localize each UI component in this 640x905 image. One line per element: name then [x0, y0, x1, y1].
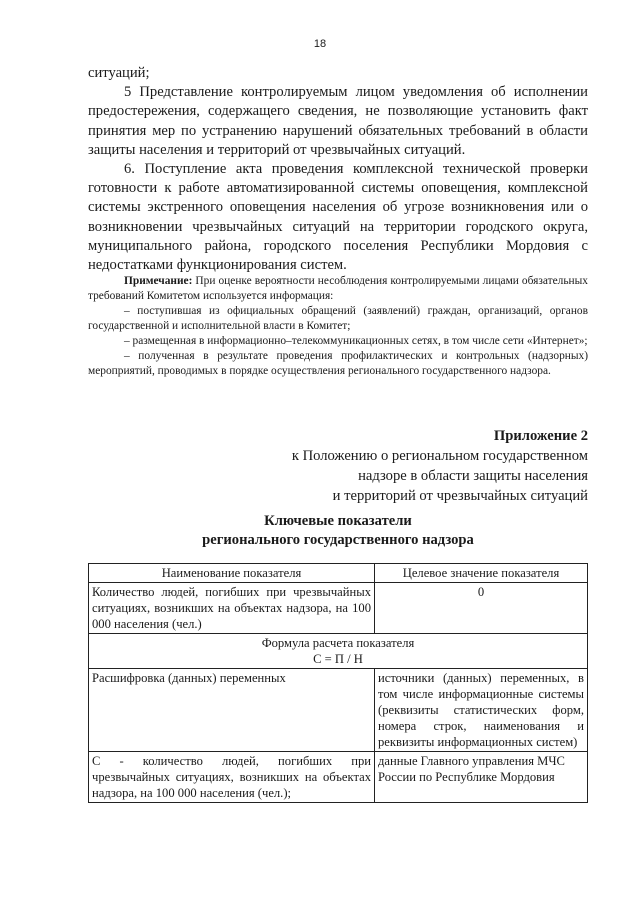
variable-source-cell: данные Главного управления МЧС России по Республике Мордовия: [375, 752, 588, 803]
table-row: [89, 752, 588, 803]
appendix-title: Приложение 2: [493, 428, 588, 444]
table-row: [89, 634, 588, 669]
paragraph-5: 5 Представление контролируемым лицом уведомления об исполнении предостережения, содержащего сведения, не позволяющие установить факт принятия мер по устранению нарушений обязательных требований в области защиты населения и территорий от чрезвычайных ситуаций.: [88, 84, 588, 158]
indicator-value-cell: 0: [375, 583, 588, 634]
appendix-line: надзоре в области защиты населения: [358, 468, 588, 484]
appendix-header: [258, 426, 588, 506]
note-item: – полученная в результате проведения профилактических и контрольных (надзорных) мероприятий, проводимых в порядке осуществления регионального государственного надзора.: [88, 350, 588, 377]
header-indicator-name: Наименование показателя: [89, 564, 375, 583]
table-title: [88, 512, 588, 550]
paragraph-continuation: ситуаций;: [88, 65, 150, 81]
paragraph-6: 6. Поступление акта проведения комплексной технической проверки готовности к работе автоматизированной системы оповещения, комплексной системы экстренного оповещения населения об угрозе возникновения или о возникновении чрезвычайных ситуаций на территории городского округа, муниципального района, городского поселения Республики Мордовия с недостатками функционирования систем.: [88, 161, 588, 274]
appendix-line: к Положению о региональном государственном: [291, 448, 588, 464]
appendix-line: и территорий от чрезвычайных ситуаций: [332, 488, 588, 504]
note-label: Примечание:: [124, 275, 193, 287]
table-title-line: регионального государственного надзора: [202, 532, 474, 548]
note-item: – размещенная в информационно–телекоммуникационных сетях, в том числе сети «Интернет»;: [124, 335, 588, 347]
note-intro: [88, 274, 588, 304]
note-item: – поступившая из официальных обращений (заявлений) граждан, организаций, органов государственной и исполнительной власти в Комитет;: [88, 305, 588, 332]
table-row: [89, 669, 588, 752]
formula-cell: [89, 634, 588, 669]
table-title-line: Ключевые показатели: [264, 513, 412, 529]
table-header-row: [89, 564, 588, 583]
formula: С = П / Н: [313, 652, 363, 666]
body-text: [88, 64, 588, 275]
note-block: [88, 274, 588, 379]
indicators-table: [88, 563, 588, 803]
note-intro-text: При оценке вероятности несоблюдения контролируемыми лицами обязательных требований Комитетом используется информация:: [88, 275, 588, 302]
variable-description-cell: С - количество людей, погибших при чрезвычайных ситуациях, возникших на объектах надзора, на 100 000 населения (чел.);: [89, 752, 375, 803]
formula-label: Формула расчета показателя: [261, 636, 415, 650]
decoding-label-cell: Расшифровка (данных) переменных: [89, 669, 375, 752]
indicator-name-cell: Количество людей, погибших при чрезвычайных ситуациях, возникших на объектах надзора, на 100 000 населения (чел.): [89, 583, 375, 634]
header-target-value: Целевое значение показателя: [375, 564, 588, 583]
sources-label-cell: источники (данных) переменных, в том числе информационные системы (реквизиты статистических форм, номера строк, наименования и реквизиты информационных систем): [375, 669, 588, 752]
page-number: 18: [313, 38, 327, 50]
table-row: [89, 583, 588, 634]
